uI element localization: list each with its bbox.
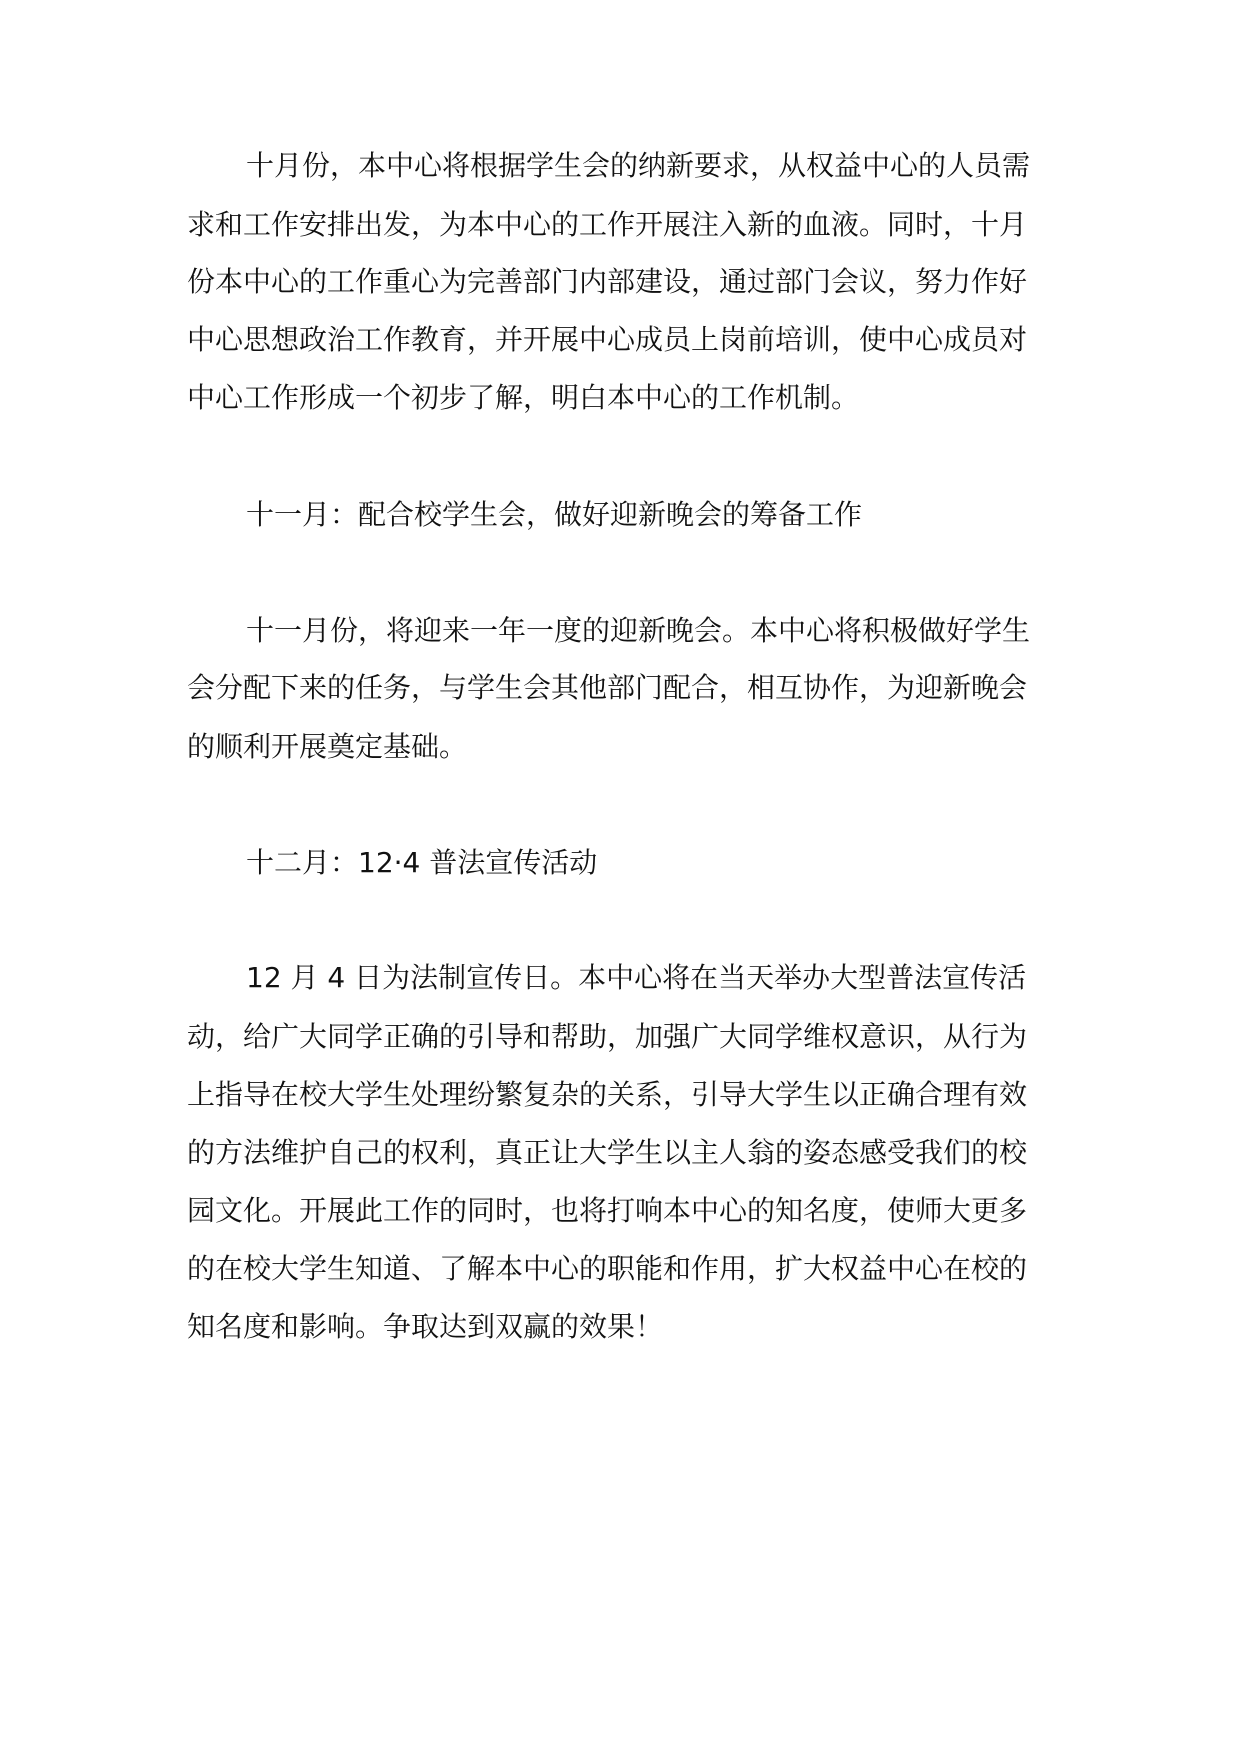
- paragraph-3-line-2: 动，给广大同学正确的引导和帮助，加强广大同学维权意识，从行为: [187, 1020, 1028, 1053]
- paragraph-2-line-2: 会分配下来的任务，与学生会其他部门配合，相互协作，为迎新晚会: [187, 671, 1028, 704]
- heading-november: 十一月：配合校学生会，做好迎新晚会的筹备工作: [246, 498, 863, 531]
- paragraph-2-line-3: 的顺利开展奠定基础。: [187, 730, 468, 763]
- paragraph-3-line-4: 的方法维护自己的权利，真正让大学生以主人翁的姿态感受我们的校: [187, 1136, 1028, 1169]
- paragraph-1-line-4: 中心思想政治工作教育，并开展中心成员上岗前培训，使中心成员对: [187, 323, 1028, 356]
- paragraph-1-line-3: 份本中心的工作重心为完善部门内部建设，通过部门会议，努力作好: [187, 265, 1028, 298]
- paragraph-2-line-1: 十一月份，将迎来一年一度的迎新晚会。本中心将积极做好学生: [246, 614, 1031, 647]
- paragraph-1-line-5: 中心工作形成一个初步了解，明白本中心的工作机制。: [187, 381, 860, 414]
- paragraph-3-line-1: 12 月 4 日为法制宣传日。本中心将在当天举办大型普法宣传活: [246, 961, 1027, 994]
- heading-december: 十二月：12·4 普法宣传活动: [246, 846, 598, 879]
- paragraph-3-line-5: 园文化。开展此工作的同时，也将打响本中心的知名度，使师大更多: [187, 1194, 1028, 1227]
- paragraph-3-line-6: 的在校大学生知道、了解本中心的职能和作用，扩大权益中心在校的: [187, 1252, 1028, 1285]
- paragraph-3-line-3: 上指导在校大学生处理纷繁复杂的关系，引导大学生以正确合理有效: [187, 1078, 1028, 1111]
- paragraph-1-line-2: 求和工作安排出发，为本中心的工作开展注入新的血液。同时，十月: [187, 208, 1028, 241]
- paragraph-1-line-1: 十月份，本中心将根据学生会的纳新要求，从权益中心的人员需: [246, 149, 1031, 182]
- paragraph-3-line-7: 知名度和影响。争取达到双赢的效果！: [187, 1310, 664, 1343]
